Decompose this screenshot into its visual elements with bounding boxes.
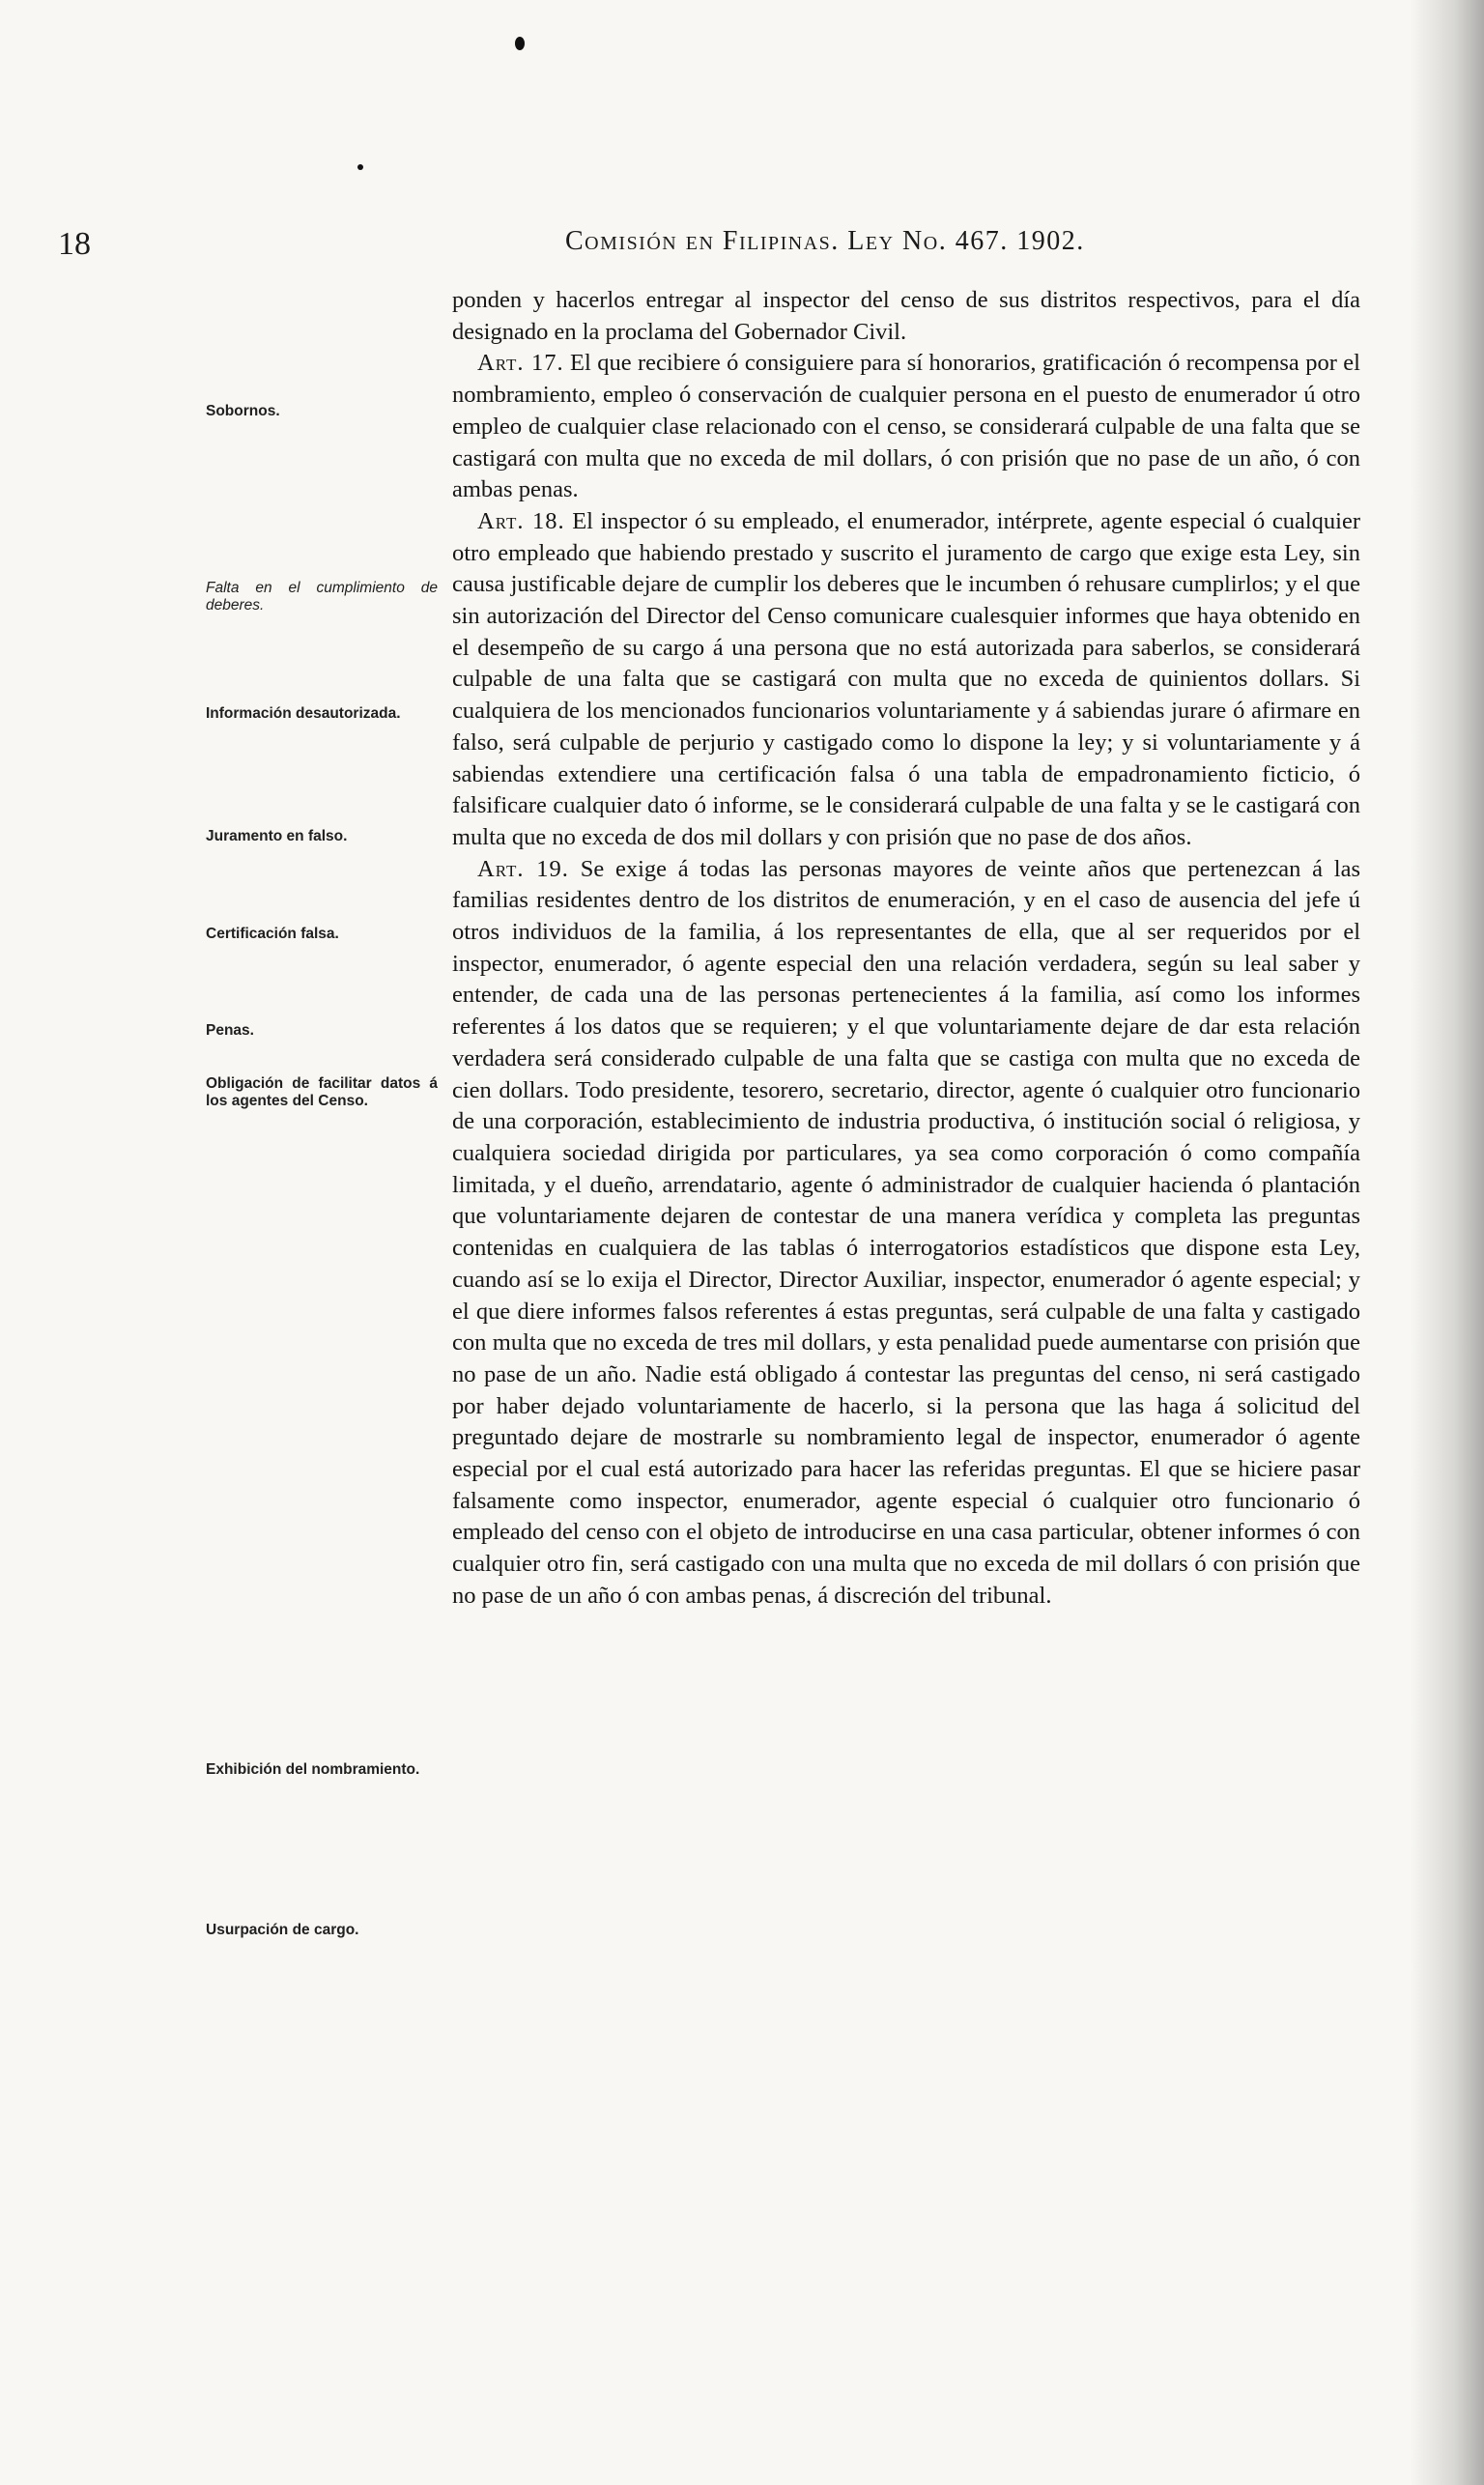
article-17	[452, 348, 1360, 506]
margin-note-falta-deberes: Falta en el cumplimiento de deberes.	[206, 580, 438, 614]
margin-note-certificacion: Certificación falsa.	[206, 926, 339, 942]
article-19-label: Art. 19.	[477, 855, 569, 882]
ink-speck	[515, 37, 525, 50]
margin-note-juramento: Juramento en falso.	[206, 828, 348, 844]
article-18-label: Art. 18.	[477, 507, 565, 534]
body-text	[452, 285, 1360, 1613]
margin-note-sobornos: Sobornos.	[206, 403, 280, 419]
margin-note-penas: Penas.	[206, 1022, 254, 1039]
margin-note-obligacion: Obligación de facilitar datos á los agentes del Censo.	[206, 1075, 438, 1109]
article-17-text: El que recibiere ó consiguiere para sí honorarios, gratificación ó recompensa por el nombramiento, empleo ó conservación de cualquier persona en el puesto de enumerador ú otro empleo de cualquier clase relacionado con el censo, se considerará culpable de una falta que se castigará con multa que no exceda de mil dollars, ó con prisión que no pase de un año, ó con ambas penas.	[452, 350, 1360, 503]
article-19	[452, 854, 1360, 1613]
margin-note-exhibicion: Exhibición del nombramiento.	[206, 1761, 420, 1778]
article-18	[452, 506, 1360, 854]
running-head: Comisión en Filipinas. Ley No. 467. 1902.	[565, 226, 1085, 256]
margin-note-usurpacion: Usurpación de cargo.	[206, 1922, 359, 1938]
page-number: 18	[58, 226, 91, 262]
continuation-paragraph: ponden y hacerlos entregar al inspector del censo de sus distritos respectivos, para el día designado en la proclama del Gobernador Civil.	[452, 287, 1360, 345]
margin-note-informacion: Información desautorizada.	[206, 705, 401, 722]
margin-notes	[0, 0, 444, 2485]
article-17-label: Art. 17.	[477, 350, 564, 377]
article-18-text: El inspector ó su empleado, el enumerador, intérprete, agente especial ó cualquier otro empleado que habiendo prestado y suscrito el juramento de cargo que exige esta Ley, sin causa justificable dejare de cumplir los deberes que le incumben ó rehusare cumplirlos; y el que sin autorización del Director del Censo comunicare cualesquier informes que haya obtenido en el desempeño de su cargo á una persona que no está autorizada para saberlos, se considerará culpable de una falta que se castigará con multa que no exceda de quinientos dollars. Si cualquiera de los mencionados funcionarios voluntariamente y á sabiendas jurare ó afirmare en falso, será culpable de perjurio y castigado como lo dispone la ley; y si voluntariamente y á sabiendas extendiere una certificación falsa ó una tabla de empadronamiento ficticio, ó falsificare cualquier dato ó informe, se le considerará culpable de una falta y se le castigará con multa que no exceda de dos mil dollars y con prisión que no pase de dos años.	[452, 507, 1360, 850]
article-19-text: Se exige á todas las personas mayores de veinte años que pertenezcan á las familias residentes dentro de los distritos de enumeración, y en el caso de ausencia del jefe ú otros individuos de la familia, á los representantes de ella, que al ser requeridos por el inspector, enumerador, ó agente especial den una relación verdadera, según su leal saber y entender, de cada una de las personas pertenecientes á la familia, así como los informes referentes á los datos que se requieren; y el que voluntariamente dejare de dar esta relación verdadera será considerado culpable de una falta que se castiga con multa que no exceda de cien dollars. Todo presidente, tesorero, secretario, director, agente ó cualquier otro funcionario de una corporación, establecimiento de industria productiva, ó institución social ó religiosa, y cualquiera sociedad dirigida por particulares, ya sea como corporación ó como compañía limitada, y el dueño, arrendatario, agente ó administrador de cualquier hacienda ó plantación que voluntariamente dejaren de contestar de una manera verídica y completa las preguntas contenidas en cualquiera de las tablas ó interrogatorios estadísticos que dispone esta Ley, cuando así se lo exija el Director, Director Auxiliar, inspector, enumerador ó agente especial; y el que diere informes falsos referentes á estas preguntas, será culpable de una falta y castigado con multa que no exceda de tres mil dollars, y esta penalidad puede aumentarse con prisión que no pase de un año. Nadie está obligado á contestar las preguntas del censo, ni será castigado por haber dejado voluntariamente de hacerlo, si la persona que las haga á solicitud del preguntado dejare de mostrarle su nombramiento legal de inspector, enumerador ó agente especial por el cual está autorizado para hacer las referidas preguntas. El que se hiciere pasar falsamente como inspector, enumerador, agente especial ó cualquier otro funcionario ó empleado del censo con el objeto de introducirse en una casa particular, obtener informes ó con cualquier otro fin, será castigado con una multa que no exceda de mil dollars ó con prisión que no pase de un año ó con ambas penas, á discreción del tribunal.	[452, 855, 1361, 1609]
